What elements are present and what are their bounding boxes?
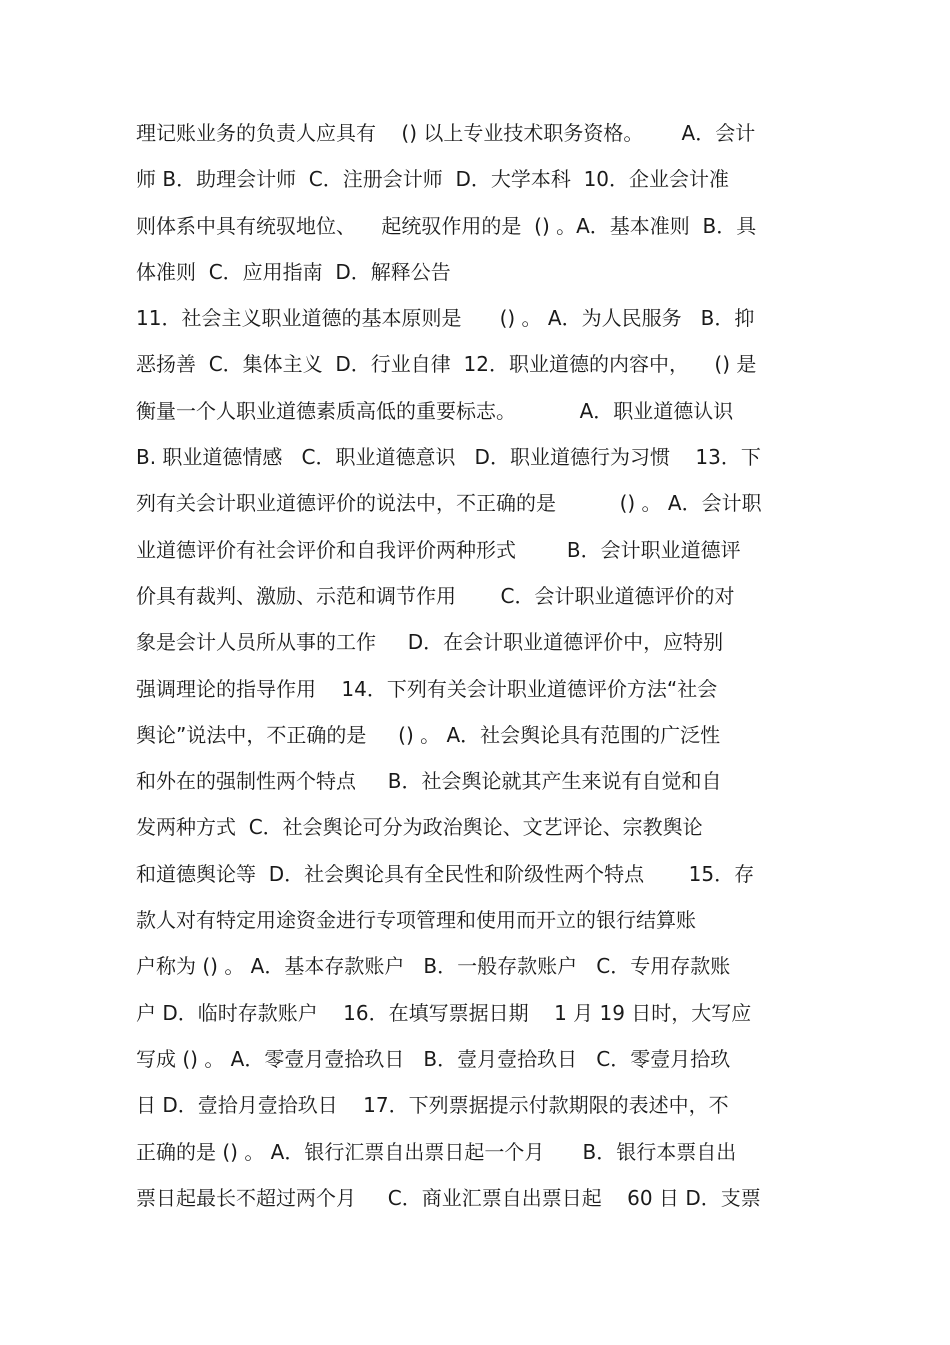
text-line: 舆论”说法中，不正确的是 () 。 A．社会舆论具有范围的广泛性 <box>136 722 721 747</box>
text-line: 业道德评价有社会评价和自我评价两种形式 B．会计职业道德评 <box>136 537 741 562</box>
text-line: 发两种方式 C．社会舆论可分为政治舆论、文艺评论、宗教舆论 <box>136 815 703 840</box>
text-line: 象是会计人员所从事的工作 D．在会计职业道德评价中，应特别 <box>136 630 724 655</box>
text-line: 理记账业务的负责人应具有 () 以上专业技术职务资格。 A．会计 <box>136 121 756 145</box>
text-line: 则体系中具有统驭地位、 起统驭作用的是 () 。A．基本准则 B．具 <box>136 213 757 238</box>
text-line: 正确的是 () 。 A．银行汇票自出票日起一个月 B．银行本票自出 <box>136 1139 737 1164</box>
text-line: 衡量一个人职业道德素质高低的重要标志。 A．职业道德认识 <box>136 398 734 423</box>
text-line: 价具有裁判、激励、示范和调节作用 C．会计职业道德评价的对 <box>136 583 735 608</box>
text-line: 列有关会计职业道德评价的说法中，不正确的是 () 。 A．会计职 <box>136 491 762 516</box>
text-line: 票日起最长不超过两个月 C．商业汇票自出票日起 60 日 D．支票 <box>136 1185 761 1210</box>
text-line: 强调理论的指导作用 14．下列有关会计职业道德评价方法“社会 <box>136 676 718 701</box>
text-line: B. 职业道德情感 C．职业道德意识 D．职业道德行为习惯 13．下 <box>136 445 761 470</box>
text-line: 写成 () 。 A．零壹月壹拾玖日 B．壹月壹拾玖日 C．零壹月拾玖 <box>136 1046 731 1071</box>
text-line: 和外在的强制性两个特点 B．社会舆论就其产生来说有自觉和自 <box>136 769 722 794</box>
text-line: 户 D．临时存款账户 16．在填写票据日期 1 月 19 日时，大写应 <box>136 1000 752 1025</box>
text-line: 和道德舆论等 D．社会舆论具有全民性和阶级性两个特点 15．存 <box>136 861 755 886</box>
text-line: 款人对有特定用途资金进行专项管理和使用而开立的银行结算账 <box>136 908 696 933</box>
text-line: 户称为 () 。 A．基本存款账户 B．一般存款账户 C．专用存款账 <box>136 954 731 979</box>
text-line: 11．社会主义职业道德的基本原则是 () 。 A．为人民服务 B．抑 <box>136 306 755 331</box>
text-line: 体准则 C．应用指南 D．解释公告 <box>136 259 451 284</box>
text-line: 恶扬善 C．集体主义 D．行业自律 12．职业道德的内容中， () 是 <box>136 352 757 377</box>
text-line: 日 D．壹拾月壹拾玖日 17．下列票据提示付款期限的表述中，不 <box>136 1093 729 1118</box>
body-text <box>136 110 826 1221</box>
text-line: 师 B．助理会计师 C．注册会计师 D．大学本科 10．企业会计准 <box>136 167 730 192</box>
